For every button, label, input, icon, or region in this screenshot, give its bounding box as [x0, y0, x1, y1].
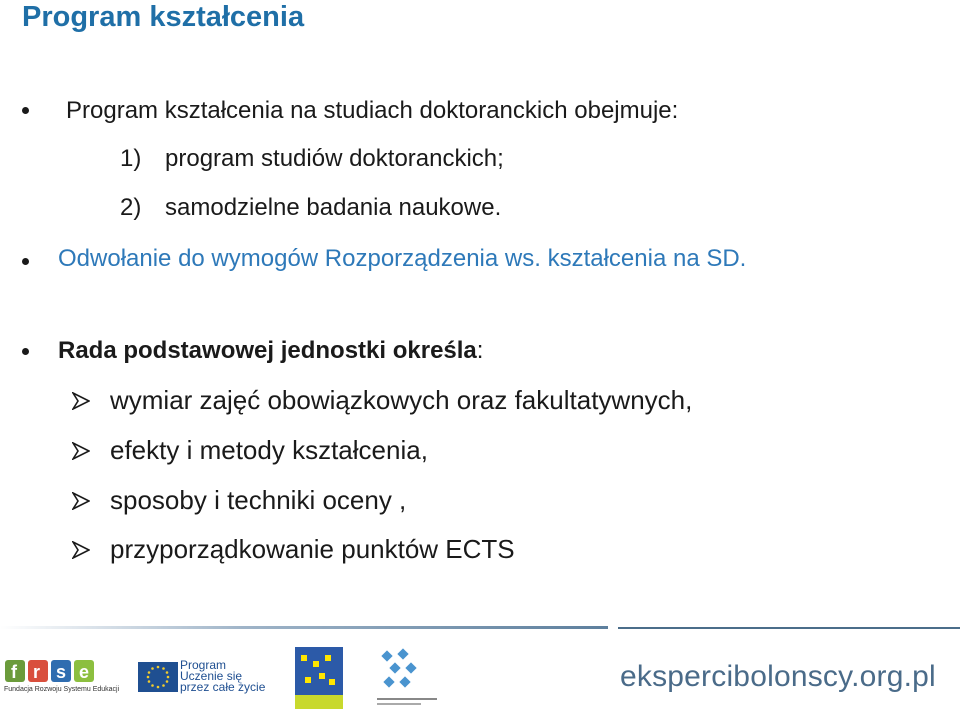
frse-caption: Fundacja Rozwoju Systemu Edukacji [4, 686, 120, 693]
eu-program-line: przez całe życie [180, 680, 266, 694]
svg-text:e: e [79, 662, 90, 682]
footer-divider [0, 626, 608, 629]
arrow-bullet-icon [72, 442, 90, 460]
list-item: przyporządkowanie punktów ECTS [110, 534, 515, 564]
ehea-logo-icon [375, 646, 441, 710]
council-heading [58, 336, 483, 369]
eu-program-caption [180, 660, 265, 693]
council-heading-colon: : [476, 337, 484, 364]
svg-text:f: f [11, 662, 17, 682]
arrow-bullet-icon [72, 492, 90, 510]
list-item-number: 2) [120, 194, 142, 221]
arrow-bullet-icon [72, 392, 90, 410]
program-intro-text: Program kształcenia na studiach doktoranckich obejmuje: [66, 97, 679, 124]
website-link[interactable]: ekspercibolonscy.org.pl [620, 660, 936, 693]
arrow-bullet-icon [72, 541, 90, 559]
svg-text:r: r [33, 662, 41, 682]
list-item: program studiów doktoranckich; [165, 145, 504, 172]
bullet [22, 258, 29, 265]
regulation-reference-text: Odwołanie do wymogów Rozporządzenia ws. kształcenia na SD. [58, 245, 747, 272]
bologna-process-logo-icon [295, 647, 343, 709]
slide-title: Program kształcenia [22, 1, 305, 33]
list-item: sposoby i techniki oceny , [110, 485, 407, 515]
eu-program-line: Uczenie się [180, 669, 243, 683]
council-heading-text: Rada podstawowej jednostki określa [58, 337, 477, 364]
bullet [22, 348, 29, 355]
list-item: samodzielne badania naukowe. [165, 194, 502, 221]
svg-text:s: s [56, 662, 67, 682]
list-item: wymiar zajęć obowiązkowych oraz fakultatywnych, [110, 385, 693, 415]
eu-program-line: Program [180, 658, 227, 672]
bullet [22, 107, 29, 114]
footer-divider [618, 627, 960, 629]
list-item-number: 1) [120, 145, 142, 172]
list-item: efekty i metody kształcenia, [110, 435, 428, 465]
